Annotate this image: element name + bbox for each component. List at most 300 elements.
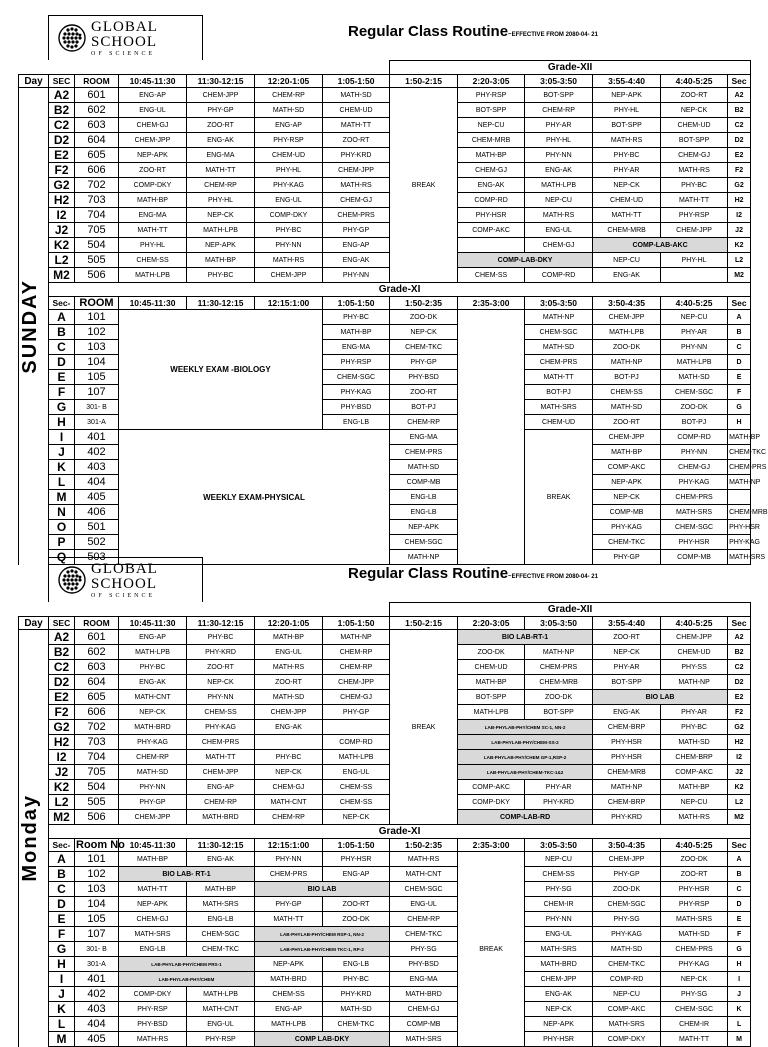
timetable-cell: CHEM-IR — [525, 897, 593, 912]
lab-block: LAB-PHYLAB-PHY/CHEM-SS-2 — [458, 735, 593, 750]
section-cell-right: A — [728, 852, 751, 867]
timetable-cell: CHEM-JPP — [593, 310, 661, 325]
timetable-cell: ZOO-RT — [593, 415, 661, 430]
column-header: 10:45-11:30 — [119, 75, 187, 88]
room-cell: 605 — [75, 148, 119, 163]
lab-block: LAB-PHYLAB-PHY/CHEM — [119, 972, 255, 987]
timetable-cell: CHEM-GJ — [525, 238, 593, 253]
room-cell: 301- B — [75, 400, 119, 415]
column-header: 4:40-5:25 — [661, 839, 728, 852]
timetable-cell: NEP-CU — [661, 795, 728, 810]
timetable-cell: PHY-HL — [525, 133, 593, 148]
section-cell: I — [49, 972, 75, 987]
timetable-cell: MATH-SD — [390, 460, 458, 475]
timetable-cell — [728, 490, 751, 505]
section-cell-right: B2 — [728, 645, 751, 660]
timetable-cell: MATH-RS — [119, 1032, 187, 1047]
room-cell: 405 — [75, 490, 119, 505]
timetable-cell: NEP-CU — [525, 852, 593, 867]
section-cell: B — [49, 867, 75, 882]
timetable-cell: NEP-CK — [525, 1002, 593, 1017]
timetable-cell: PHY-KAG — [593, 520, 661, 535]
timetable-cell: PHY-BC — [323, 972, 390, 987]
room-cell: 502 — [75, 535, 119, 550]
timetable-cell: MATH-RS — [661, 163, 728, 178]
timetable-cell: PHY-NN — [525, 148, 593, 163]
section-cell: G — [49, 400, 75, 415]
section-cell-right: J — [728, 987, 751, 1002]
timetable-cell: CHEM-GJ — [323, 690, 390, 705]
room-cell: 101 — [75, 852, 119, 867]
timetable-cell: PHY-BSD — [390, 957, 458, 972]
table-row — [19, 780, 751, 795]
timetable-cell: PHY-BSD — [390, 370, 458, 385]
section-cell: C2 — [49, 118, 75, 133]
timetable-cell: NEP-CK — [119, 705, 187, 720]
section-cell-right: E — [728, 912, 751, 927]
timetable-cell: MATH-SRS — [661, 505, 728, 520]
timetable-cell: COMP-MB — [390, 1017, 458, 1032]
timetable-cell: BOT-SPP — [458, 690, 525, 705]
room-cell: 705 — [75, 765, 119, 780]
timetable-cell: MATH-LPB — [661, 355, 728, 370]
timetable-cell: PHY-KRD — [187, 645, 255, 660]
room-cell: 705 — [75, 223, 119, 238]
table-row — [19, 897, 751, 912]
timetable-cell: PHY-BC — [323, 310, 390, 325]
timetable-cell: CHEM-SGC — [661, 385, 728, 400]
section-cell-right: F — [728, 927, 751, 942]
break-cell: BREAK — [390, 88, 458, 283]
section-cell-right: G2 — [728, 178, 751, 193]
room-cell: 604 — [75, 675, 119, 690]
table-row — [19, 310, 751, 325]
room-cell: 601 — [75, 88, 119, 103]
lab-block: BIO LAB- RT-1 — [119, 867, 255, 882]
timetable-cell: PHY-GP — [593, 550, 661, 565]
timetable-cell: CHEM-GJ — [323, 193, 390, 208]
globe-icon — [57, 565, 87, 595]
timetable-cell: PHY-NN — [255, 238, 323, 253]
timetable-cell: MATH-BRD — [187, 810, 255, 825]
timetable-cell: CHEM-MRB — [458, 133, 525, 148]
section-cell-right: C2 — [728, 118, 751, 133]
room-cell: 603 — [75, 118, 119, 133]
column-header: 1:05-1:50 — [323, 75, 390, 88]
timetable-cell: MATH-BP — [458, 148, 525, 163]
table-row — [19, 987, 751, 1002]
timetable-cell: MATH-RS — [323, 178, 390, 193]
timetable-cell: NEP-APK — [593, 88, 661, 103]
timetable-cell: BOT-SPP — [525, 88, 593, 103]
section-cell-right: L2 — [728, 795, 751, 810]
timetable-cell: PHY-AR — [661, 325, 728, 340]
timetable-cell: CHEM-JPP — [323, 675, 390, 690]
section-cell-right: I2 — [728, 750, 751, 765]
table-row — [19, 810, 751, 825]
section-cell-right: K — [728, 1002, 751, 1017]
timetable-cell: MATH-RS — [593, 133, 661, 148]
table-row — [19, 103, 751, 118]
timetable-cell: ENG-AP — [255, 118, 323, 133]
section-cell-right: H — [728, 415, 751, 430]
timetable-cell: MATH-RS — [390, 852, 458, 867]
timetable-cell: MATH-SRS — [119, 927, 187, 942]
timetable-cell: PHY-HL — [661, 253, 728, 268]
weekly-exam-biology: WEEKLY EXAM -BIOLOGY — [119, 310, 323, 430]
timetable-cell: PHY-SG — [661, 987, 728, 1002]
section-cell-right: M2 — [728, 810, 751, 825]
table-row — [19, 163, 751, 178]
timetable-cell: ENG-AP — [323, 867, 390, 882]
timetable-cell: CHEM-JPP — [593, 852, 661, 867]
section-cell: C2 — [49, 660, 75, 675]
timetable-cell: MATH-SD — [661, 370, 728, 385]
timetable-cell: ENG-UL — [255, 193, 323, 208]
timetable-cell: CHEM-RP — [390, 912, 458, 927]
section-cell-right: A — [728, 310, 751, 325]
timetable-cell: CHEM-GJ — [119, 912, 187, 927]
column-header: 2:35-3:00 — [458, 297, 525, 310]
room-cell: 301-A — [75, 415, 119, 430]
room-cell: 604 — [75, 133, 119, 148]
timetable-cell: ENG-MA — [187, 148, 255, 163]
timetable-cell: PHY-RSP — [187, 1032, 255, 1047]
timetable-cell: MATH-LPB — [525, 178, 593, 193]
timetable-cell: PHY-BC — [187, 268, 255, 283]
section-cell-right: B — [728, 325, 751, 340]
timetable-cell: PHY-GP — [390, 355, 458, 370]
section-cell: E2 — [49, 690, 75, 705]
section-cell-right: J2 — [728, 223, 751, 238]
column-header: ROOM — [75, 297, 119, 310]
room-cell: 602 — [75, 645, 119, 660]
timetable-cell: NEP-CK — [661, 103, 728, 118]
lab-block: LAB-PHYLAB-PHY/CHEM TKC-1, RP-2 — [255, 942, 390, 957]
table-row — [19, 1032, 751, 1047]
section-cell: M — [49, 490, 75, 505]
timetable-cell: PHY-NN — [661, 445, 728, 460]
timetable-cell: MATH-TT — [323, 118, 390, 133]
timetable-cell: MATH-NP — [593, 780, 661, 795]
timetable-cell: MATH-BRD — [525, 957, 593, 972]
timetable-cell: PHY-AR — [593, 660, 661, 675]
timetable-cell: MATH-TT — [119, 223, 187, 238]
room-cell: 301-A — [75, 957, 119, 972]
column-header: 1:05-1:50 — [323, 617, 390, 630]
table-row — [19, 148, 751, 163]
timetable-cell: CHEM-MRB — [593, 765, 661, 780]
timetable-cell: MATH-SRS — [525, 942, 593, 957]
table-row — [19, 430, 751, 445]
timetable-cell: ENG-MA — [119, 208, 187, 223]
timetable-cell: PHY-GP — [323, 705, 390, 720]
timetable-cell: PHY-GP — [187, 103, 255, 118]
timetable-cell: NEP-CK — [661, 972, 728, 987]
timetable-cell: MATH-BP — [119, 852, 187, 867]
timetable-cell: PHY-BC — [661, 178, 728, 193]
timetable-cell: PHY-GP — [593, 867, 661, 882]
section-cell-right: K2 — [728, 238, 751, 253]
timetable-cell: CHEM-TKC — [390, 340, 458, 355]
timetable-cell: PHY-KAG — [661, 957, 728, 972]
room-cell: 105 — [75, 370, 119, 385]
section-cell-right: D2 — [728, 133, 751, 148]
timetable-cell: PHY-NN — [187, 690, 255, 705]
timetable-cell: PHY-HSR — [323, 852, 390, 867]
timetable-cell: ENG-AP — [255, 1002, 323, 1017]
timetable-cell: PHY-GP — [119, 795, 187, 810]
timetable-cell: CHEM-TKC — [323, 1017, 390, 1032]
timetable-cell: ENG-AK — [119, 675, 187, 690]
timetable-cell: PHY-SS — [661, 660, 728, 675]
timetable-cell: NEP-APK — [390, 520, 458, 535]
timetable-cell: PHY-HSR — [661, 882, 728, 897]
lab-block: COMP LAB-DKY — [255, 1032, 390, 1047]
section-cell: P — [49, 535, 75, 550]
timetable-cell: PHY-HSR — [728, 520, 751, 535]
timetable-cell: NEP-CK — [390, 325, 458, 340]
section-cell: A — [49, 310, 75, 325]
timetable-cell — [661, 268, 728, 283]
room-cell: 406 — [75, 505, 119, 520]
section-cell: F — [49, 927, 75, 942]
section-cell-right: F2 — [728, 163, 751, 178]
logo-line-2: SCHOOL — [91, 33, 158, 50]
section-cell-right: G2 — [728, 720, 751, 735]
timetable-cell: ENG-AP — [323, 238, 390, 253]
timetable-cell: MATH-CNT — [255, 795, 323, 810]
timetable-cell: COMP-RD — [593, 972, 661, 987]
timetable-cell: ENG-MA — [390, 430, 458, 445]
timetable-cell: PHY-HSR — [525, 1032, 593, 1047]
column-header: 10:45-11:30 — [119, 839, 187, 852]
timetable-cell: COMP-RD — [661, 430, 728, 445]
timetable-cell: ENG-AK — [525, 163, 593, 178]
room-cell: 703 — [75, 735, 119, 750]
column-header: 11:30-12:15 — [187, 75, 255, 88]
routine-title — [348, 23, 598, 40]
column-header: 2:20-3:05 — [458, 617, 525, 630]
timetable-cell: NEP-CK — [593, 178, 661, 193]
timetable-cell: ENG-AK — [525, 987, 593, 1002]
timetable-cell: ZOO-DK — [593, 340, 661, 355]
timetable-cell: MATH-CNT — [187, 1002, 255, 1017]
section-cell-right: E2 — [728, 690, 751, 705]
section-cell: K2 — [49, 238, 75, 253]
timetable-cell: PHY-KAG — [661, 475, 728, 490]
day-label-cell — [19, 630, 49, 1047]
room-cell: 606 — [75, 705, 119, 720]
timetable-cell: MATH-RS — [525, 208, 593, 223]
logo-line-1: GLOBAL — [91, 560, 158, 577]
timetable-cell: ENG-MA — [323, 340, 390, 355]
timetable-cell: PHY-KAG — [593, 927, 661, 942]
timetable-cell: COMP-DKY — [119, 178, 187, 193]
grade-row — [19, 283, 751, 297]
column-header: 1:05-1:50 — [323, 297, 390, 310]
timetable-cell: NEP-CU — [593, 987, 661, 1002]
timetable-cell: CHEM-JPP — [323, 163, 390, 178]
timetable-cell: MATH-SD — [661, 735, 728, 750]
timetable-cell: CHEM-SS — [323, 795, 390, 810]
timetable-cell: ZOO-RT — [187, 118, 255, 133]
timetable-cell: MATH-RS — [661, 810, 728, 825]
timetable-cell: NEP-CK — [323, 810, 390, 825]
room-cell: 103 — [75, 340, 119, 355]
table-row — [19, 223, 751, 238]
section-cell: O — [49, 520, 75, 535]
section-cell: J2 — [49, 765, 75, 780]
timetable-cell: CHEM-JPP — [119, 133, 187, 148]
column-header: ROOM — [75, 617, 119, 630]
timetable-cell: MATH-BP — [661, 780, 728, 795]
timetable-cell: CHEM-RP — [323, 645, 390, 660]
grade-row — [19, 61, 751, 75]
column-header: Day — [19, 617, 49, 630]
timetable-cell: COMP-AKC — [593, 1002, 661, 1017]
timetable-cell: CHEM-GJ — [661, 460, 728, 475]
timetable-cell: CHEM-PRS — [661, 490, 728, 505]
timetable-cell: CHEM-PRS — [390, 445, 458, 460]
timetable-cell: PHY-AR — [593, 163, 661, 178]
section-cell-right: I2 — [728, 208, 751, 223]
timetable-cell: PHY-BC — [119, 660, 187, 675]
section-cell: K2 — [49, 780, 75, 795]
timetable-cell: BOT-SPP — [458, 103, 525, 118]
section-cell: J2 — [49, 223, 75, 238]
timetable-cell: CHEM-SGC — [187, 927, 255, 942]
room-cell: 102 — [75, 325, 119, 340]
room-cell: 104 — [75, 355, 119, 370]
break-cell: BREAK — [525, 430, 593, 565]
section-cell: J — [49, 445, 75, 460]
room-cell: 105 — [75, 912, 119, 927]
timetable-cell: NEP-APK — [119, 148, 187, 163]
timetable-cell: ENG-UL — [525, 927, 593, 942]
logo-line-1: GLOBAL — [91, 18, 158, 35]
timetable-cell: CHEM-RP — [187, 795, 255, 810]
timetable-cell: CHEM-TKC — [593, 535, 661, 550]
room-cell: 104 — [75, 897, 119, 912]
table-row — [19, 720, 751, 735]
section-cell-right: G — [728, 942, 751, 957]
lab-block: BIO LAB — [593, 690, 728, 705]
room-cell: 101 — [75, 310, 119, 325]
timetable-cell: MATH-NP — [661, 675, 728, 690]
timetable-cell: CHEM-UD — [458, 660, 525, 675]
timetable-cell: ENG-LB — [119, 942, 187, 957]
timetable-cell: PHY-KAG — [255, 178, 323, 193]
timetable-cell: CHEM-UD — [661, 118, 728, 133]
timetable-cell: PHY-KAG — [187, 720, 255, 735]
room-cell: 402 — [75, 987, 119, 1002]
section-cell-right: I — [728, 972, 751, 987]
timetable-cell: CHEM-MRB — [525, 675, 593, 690]
timetable-cell: NEP-CK — [593, 490, 661, 505]
timetable-cell: MATH-LPB — [119, 268, 187, 283]
timetable-cell: CHEM-SGC — [661, 520, 728, 535]
grade-row — [19, 825, 751, 839]
timetable-cell — [255, 735, 323, 750]
timetable-cell: COMP-RD — [525, 268, 593, 283]
section-cell-right: C — [728, 340, 751, 355]
grade-label: Grade-XII — [390, 61, 751, 75]
column-header: Sec- — [49, 297, 75, 310]
timetable-cell: NEP-APK — [593, 475, 661, 490]
column-header: SEC — [49, 617, 75, 630]
timetable-cell: PHY-NN — [323, 268, 390, 283]
timetable-cell: MATH-BP — [187, 253, 255, 268]
timetable-cell: CHEM-JPP — [661, 223, 728, 238]
timetable-cell: PHY-NN — [661, 340, 728, 355]
table-row — [19, 88, 751, 103]
timetable-cell: COMP-MB — [661, 550, 728, 565]
timetable-cell: CHEM-PRS — [323, 208, 390, 223]
column-header: 1:50-2:35 — [390, 839, 458, 852]
timetable-cell: PHY-AR — [661, 705, 728, 720]
timetable-cell: MATH-LPB — [187, 987, 255, 1002]
timetable-cell: ENG-UL — [119, 103, 187, 118]
timetable-cell: CHEM-SGC — [593, 897, 661, 912]
timetable-cell: BOT-SPP — [593, 118, 661, 133]
section-cell: M2 — [49, 268, 75, 283]
timetable-cell: PHY-RSP — [323, 355, 390, 370]
section-cell: B — [49, 325, 75, 340]
timetable-cell: PHY-GP — [323, 223, 390, 238]
timetable-cell: BOT-SPP — [593, 675, 661, 690]
column-header: 3:05-3:50 — [525, 75, 593, 88]
section-cell: J — [49, 987, 75, 1002]
timetable-cell: MATH-TT — [593, 208, 661, 223]
section-cell-right: B — [728, 867, 751, 882]
timetable-cell: MATH-TT — [525, 370, 593, 385]
timetable-cell: ENG-UL — [187, 1017, 255, 1032]
room-cell: 603 — [75, 660, 119, 675]
timetable-cell: COMP-DKY — [255, 208, 323, 223]
timetable-cell — [323, 720, 390, 735]
table-row — [19, 927, 751, 942]
timetable-cell: NEP-CK — [593, 645, 661, 660]
room-cell: 403 — [75, 460, 119, 475]
break-cell: BREAK — [390, 630, 458, 825]
timetable-cell: MATH-LPB — [187, 223, 255, 238]
timetable-cell: MATH-SD — [323, 1002, 390, 1017]
table-row — [19, 660, 751, 675]
timetable-cell: CHEM-RP — [525, 103, 593, 118]
timetable-cell: PHY-KAG — [728, 535, 751, 550]
column-header: 2:35-3:00 — [458, 839, 525, 852]
timetable-cell: ENG-AK — [187, 852, 255, 867]
timetable-cell: MATH-NP — [728, 475, 751, 490]
timetable-cell: MATH-SRS — [390, 1032, 458, 1047]
section-cell-right: D — [728, 355, 751, 370]
timetable-cell: CHEM-RP — [255, 810, 323, 825]
timetable-cell: ENG-LB — [323, 957, 390, 972]
table-row — [19, 118, 751, 133]
section-cell: M2 — [49, 810, 75, 825]
table-row — [19, 867, 751, 882]
timetable-cell: BOT-PJ — [525, 385, 593, 400]
table-row — [19, 942, 751, 957]
timetable-cell: MATH-SD — [593, 400, 661, 415]
timetable-cell: PHY-RSP — [661, 208, 728, 223]
timetable-cell: CHEM-UD — [255, 148, 323, 163]
header-row — [19, 297, 751, 310]
section-cell: C — [49, 340, 75, 355]
timetable-cell: CHEM-JPP — [119, 810, 187, 825]
timetable-cell: MATH-TT — [187, 750, 255, 765]
